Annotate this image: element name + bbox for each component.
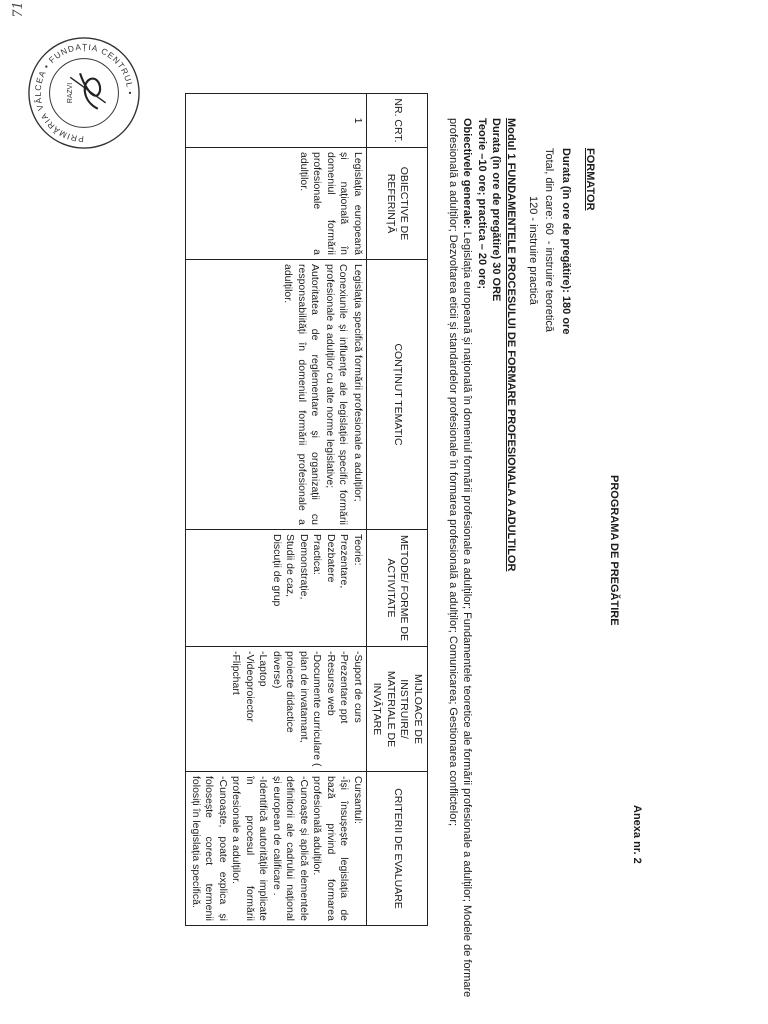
formator-total-line: Total, din care: 60 [543, 148, 555, 235]
module-objectives [446, 118, 474, 998]
material-item: -Documente curriculare ( plan de invatamant, proiecte didactice diverse) [271, 651, 324, 767]
formator-theory: - instruire teoretică [543, 240, 555, 332]
row-materials [186, 647, 367, 772]
header-objectives: OBIECTIVE DE REFERINȚĂ [367, 148, 428, 260]
material-item: -Flipchart [230, 651, 243, 695]
objectives-text: Legislația europeană și națională în domeniul formării profesionale a adulților; Fundamentele teoretice ale formării profesionale a adulților; Modele de formare profesională a adulților; Dezvoltarea eticii și standardelor profesionale în formarea profesională a adulților; Comunicarea; Gestionarea conflictelor; [447, 118, 473, 998]
method-item: Practica: [311, 534, 324, 575]
content-line: Conexiunile și influențe ale legislației specific formării profesionale a adulților cu alte norme legislative; [324, 264, 350, 525]
method-item: Teorie: [352, 534, 364, 566]
criteria-item: -Identifică autoritățile implicate în procesul formării profesionale a adulților. [230, 776, 270, 921]
stamp-center-text: RAZVI [67, 82, 75, 104]
module-title: Modul 1 FUNDAMENTELE PROCESULUI DE FORMARE PROFESIONALA A ADULTILOR [505, 118, 517, 572]
content-line: Legislația specifică formării profesionale a adulților; [352, 264, 364, 502]
method-item: Demonstrație, [298, 534, 310, 600]
material-item: -Prezentare ppt [338, 651, 351, 724]
header-nr: NR. CRT. [367, 94, 428, 148]
header-materials: MIJLOACE DE INSTRUIRE/ MATERIALE DE INVĂȚARE [367, 647, 428, 772]
material-item: -Videoproiector [244, 651, 256, 723]
criteria-item: -Își însușește legislația de bază privind formarea profesională adulților. [311, 776, 351, 921]
row-content [186, 260, 367, 530]
criteria-item: Cursantul: [352, 776, 364, 824]
objectives-label: Obiectivele generale: [461, 118, 473, 229]
module-duration: Durata (în ore de pregătire) 30 ORE [490, 118, 502, 302]
method-item: Prezentare, [338, 534, 351, 589]
header-methods: METODE/ FORME DE ACTIVITATE [367, 530, 428, 647]
method-item: Dezbatere [325, 534, 337, 583]
material-item: -Resurse web [325, 651, 337, 716]
criteria-item: -Cunoaște, poate explica și folosește corect termenii folosiți în legislația specifică. [190, 776, 229, 921]
method-item: Discuții de grup [271, 534, 283, 607]
content-line: Autoritatea de reglementare și organizații cu responsabilități în domeniul formării profesionale a adulților. [282, 264, 322, 525]
row-methods [186, 530, 367, 647]
row-criteria [186, 772, 367, 926]
table-row [186, 94, 367, 926]
training-program-table [186, 93, 429, 926]
table-header-row [367, 94, 428, 926]
row-nr: 1 [186, 94, 367, 148]
method-item: Studii de caz, [284, 534, 297, 598]
document-title: PROGRAMA DE PREGĂTIRE [608, 475, 620, 626]
formator-heading: FORMATOR [584, 148, 596, 211]
header-criteria: CRITERII DE EVALUARE [367, 772, 428, 926]
row-objectives: Legislația europeană și națională în domeniul formării profesionale a adulților. [186, 148, 367, 260]
material-item: -Suport de curs [352, 651, 364, 723]
module-theory-practice: Teorie –10 ore; practica – 20 ore; [476, 118, 488, 289]
criteria-item: -Cunoaște și aplică elementele definitorii ale cadrului național și european de calificare . [271, 776, 310, 921]
formator-duration: Durata (în ore de pregătire): 180 ore [560, 148, 572, 335]
formator-total [543, 148, 555, 332]
formator-practice: 120 - instruire practică [527, 196, 539, 305]
header-content: CONȚINUT TEMATIC [367, 260, 428, 530]
stamp-ring-text: PRIMĂRIA VÂLCEA • FUNDAȚIA CENTRUL • [32, 41, 136, 145]
annex-label: Anexa nr. 2 [631, 805, 643, 864]
page-number: 71 [10, 1, 26, 18]
material-item: -Laptop [257, 651, 270, 687]
